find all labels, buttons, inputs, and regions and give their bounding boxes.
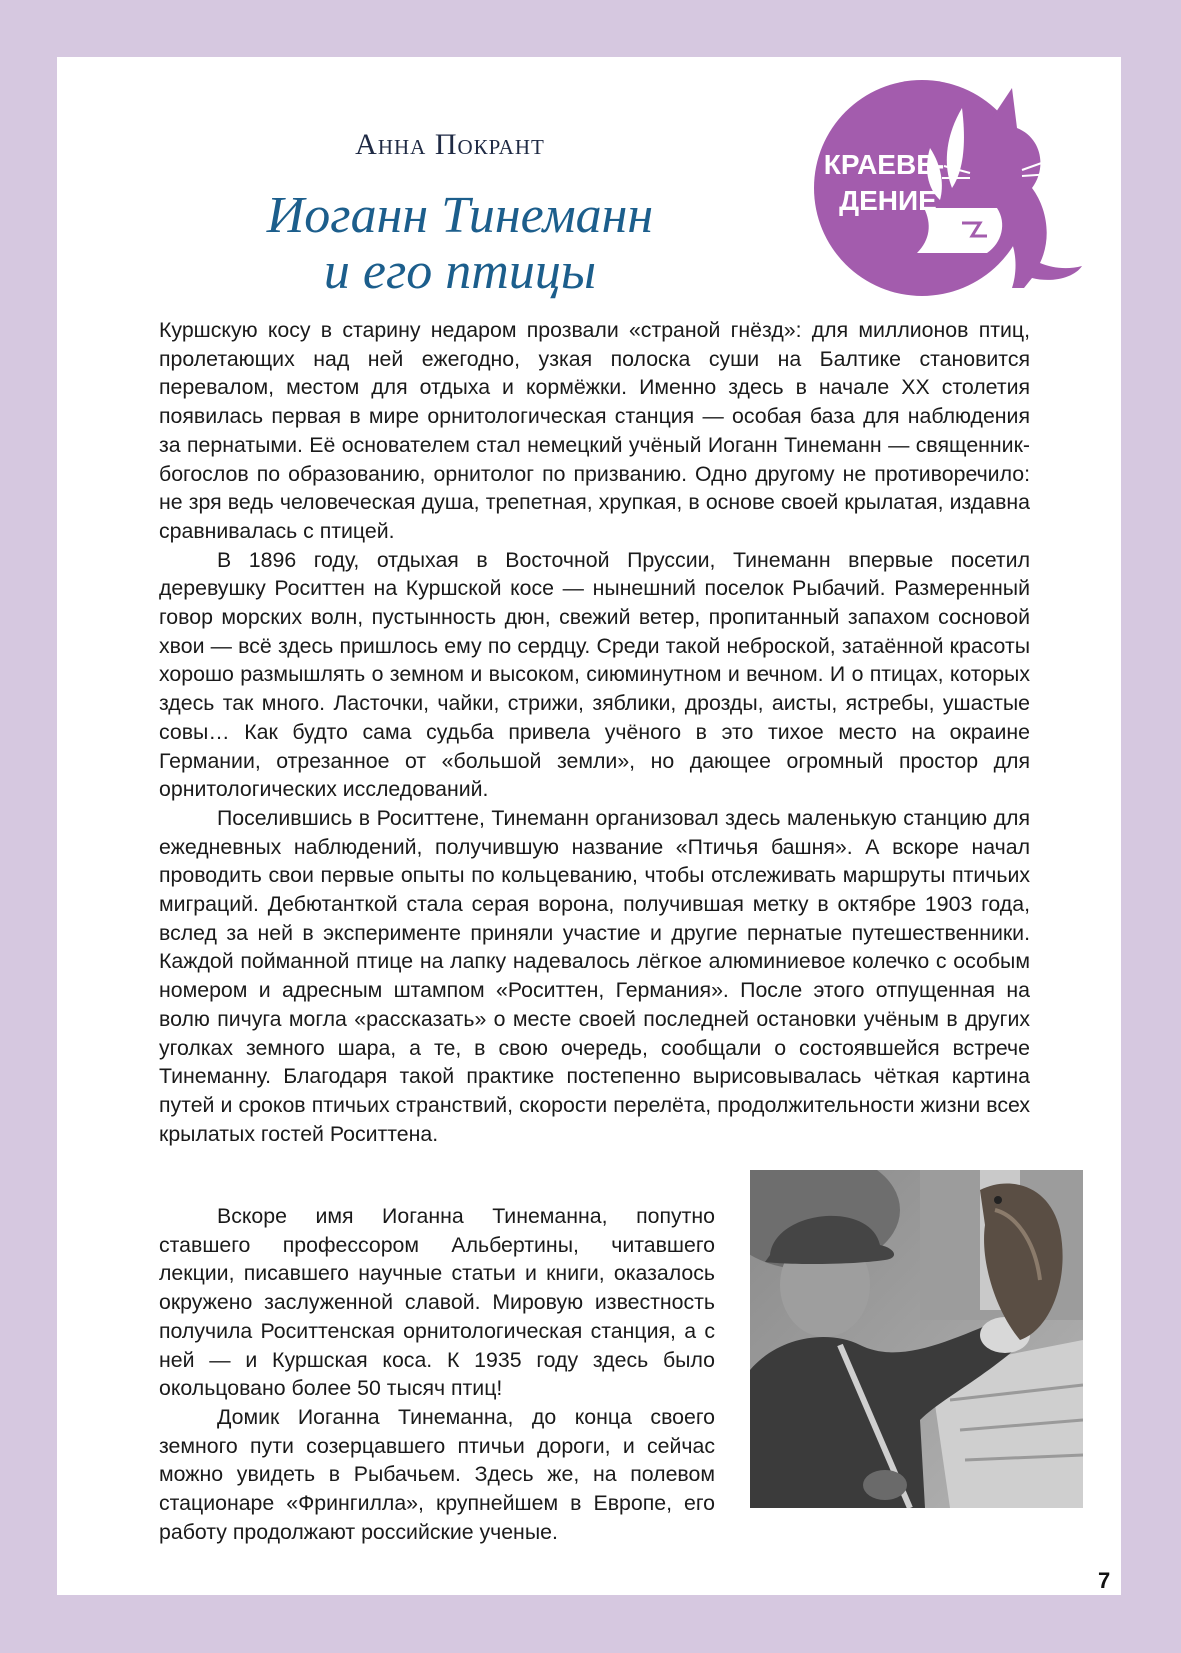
article-body [159, 316, 1030, 1148]
title-line-2: и его птицы [323, 243, 597, 300]
badge-text-line-1: КРАЕВЕ- [823, 149, 945, 180]
title-line-1: Иоганн Тинеманн [266, 187, 654, 244]
article-body-wrapped [159, 1202, 715, 1546]
article-title [180, 188, 740, 300]
paragraph-2: В 1896 году, отдыхая в Восточной Пруссии, Тинеманн впервые посетил деревушку Роситтен на Куршской косе — нынешний поселок Рыбачий. Размеренный говор морских волн, пустынность дюн, свежий ветер, пропитанный запахом сосновой хвои — всё здесь пришлось ему по сердцу. Среди такой неброской, затаённой красоты хорошо размышлять о земном и высоком, сиюминутном и вечном. И о птицах, которых здесь так много. Ласточки, чайки, стрижи, зяблики, дрозды, аисты, ястребы, ушастые совы… Как будто сама судьба привела учёного в это тихое место на окраине Германии, отрезанное от «большой земли», но дающее огромный простор для орнитологических исследований. [159, 547, 1030, 802]
portrait-photo [750, 1170, 1083, 1508]
paragraph-5: Домик Иоганна Тинеманна, до конца своего земного пути созерцавшего птичьи дороги, и сейчас можно увидеть в Рыбачьем. Здесь же, на полевом стационаре «Фрингилла», крупнейшем в Европе, его работу продолжают российские ученые. [159, 1404, 715, 1544]
paragraph-4: Вскоре имя Иоганна Тинеманна, попутно ставшего профессором Альбертины, читавшего лекции, писавшего научные статьи и книги, оказалось окружено заслуженной славой. Мировую известность получила Роситтенская орнитологическая станция, а с ней — и Куршская коса. К 1935 году здесь было окольцовано более 50 тысяч птиц! [159, 1204, 715, 1401]
article-author: Анна Покрант [355, 128, 545, 161]
section-badge [812, 78, 1112, 298]
badge-text-line-2: ДЕНИЕ [839, 185, 937, 216]
page-number: 7 [1098, 1568, 1111, 1593]
paragraph-3: Поселившись в Роситтене, Тинеманн организовал здесь маленькую станцию для ежедневных наблюдений, получившую название «Птичья башня». А вскоре начал проводить свои первые опыты по кольцеванию, чтобы отслеживать маршруты птичьих миграций. Дебютанткой стала серая ворона, получившая метку в октябре 1903 года, вслед за ней в эксперименте приняли участие и другие пернатые путешественники. Каждой пойманной птице на лапку надевалось лёгкое алюминиевое колечко с особым номером и адресным штампом «Роситтен, Германия». После этого отпущенная на волю пичуга могла «рассказать» о месте своей последней остановки учёным в других уголках земного шара, а те, в свою очередь, сообщали о состоявшейся встрече Тинеманну. Благодаря такой практике постепенно вырисовывалась чёткая картина путей и сроков птичьих странствий, скорости перелёта, продолжительности жизни всех крылатых гостей Роситтена. [159, 805, 1030, 1146]
paragraph-1: Куршскую косу в старину недаром прозвали «страной гнёзд»: для миллионов птиц, пролетающих над ней ежегодно, узкая полоска суши на Балтике становится перевалом, местом для отдыха и кормёжки. Именно здесь в начале XX столетия появилась первая в мире орнитологическая станция — особая база для наблюдения за пернатыми. Её основателем стал немецкий учёный Иоганн Тинеманн — священник-богослов по образованию, орнитолог по призванию. Одно другому не противоречило: не зря ведь человеческая душа, трепетная, хрупкая, в основе своей крылатая, издавна сравнивалась с птицей. [159, 318, 1030, 543]
